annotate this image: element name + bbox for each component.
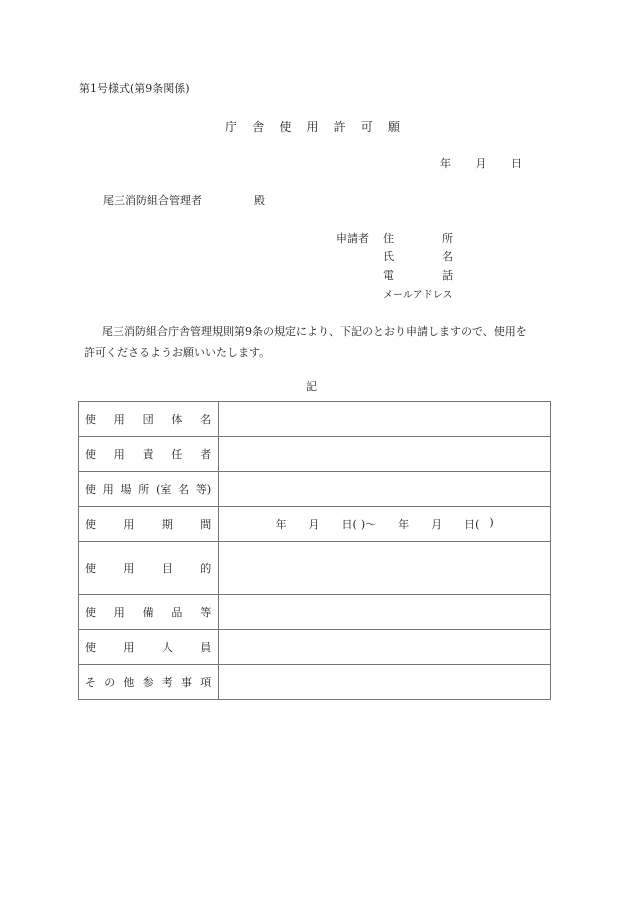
row-label: 使 用 期 間 — [79, 507, 219, 542]
equipment-field[interactable] — [219, 595, 551, 630]
organization-name-field[interactable] — [219, 402, 551, 437]
label-char: 氏 — [383, 250, 394, 263]
row-label: 使 用 目 的 — [79, 542, 219, 595]
table-row-organization — [79, 402, 551, 437]
table-row-responsible-person — [79, 437, 551, 472]
body-line-2: 許可くださるようお願いいたします。 — [84, 346, 271, 359]
headcount-field[interactable] — [219, 630, 551, 665]
table-row-purpose — [79, 542, 551, 595]
year-label: 年 — [440, 157, 451, 170]
title-char: 使 — [279, 120, 292, 134]
responsible-person-field[interactable] — [219, 437, 551, 472]
row-label: 使 用 団 体 名 — [79, 402, 219, 437]
label-char: 話 — [442, 269, 453, 282]
body-line-1: 尾三消防組合庁舎管理規則第9条の規定により、下記のとおり申請しますので、使用を — [102, 325, 527, 338]
label-char: 電 — [383, 269, 394, 282]
date-field — [440, 155, 522, 171]
title-char: 用 — [306, 120, 319, 134]
purpose-field[interactable] — [219, 542, 551, 595]
period-field[interactable]: 年 月 日( )〜 年 月 日( ) — [219, 507, 551, 542]
label-char: 住 — [383, 232, 394, 245]
table-row-location — [79, 472, 551, 507]
title-char: 可 — [360, 120, 373, 134]
day-label: 日 — [511, 157, 522, 170]
addressee: 尾三消防組合管理者 — [103, 194, 202, 207]
ki-heading: 記 — [306, 380, 317, 393]
title-char: 舎 — [252, 120, 265, 134]
row-label: 使 用 場 所 (室 名 等) — [79, 472, 219, 507]
applicant-address-label — [383, 230, 453, 246]
title-char: 許 — [333, 120, 346, 134]
row-label: そ の 他 参 考 事 項 — [79, 665, 219, 700]
row-label: 使 用 人 員 — [79, 630, 219, 665]
form-number: 第1号様式(第9条関係) — [79, 82, 190, 95]
month-label: 月 — [475, 157, 487, 170]
table-row-headcount — [79, 630, 551, 665]
table-row-period — [79, 507, 551, 542]
request-body-text — [84, 321, 554, 363]
label-char: 所 — [442, 232, 453, 245]
location-field[interactable] — [219, 472, 551, 507]
addressee-honorific: 殿 — [254, 194, 265, 207]
applicant-name-label — [383, 248, 453, 264]
row-label: 使 用 責 任 者 — [79, 437, 219, 472]
application-details-table — [78, 401, 551, 700]
applicant-phone-label — [383, 267, 453, 283]
row-label: 使 用 備 品 等 — [79, 595, 219, 630]
document-title — [225, 118, 400, 135]
title-char: 庁 — [225, 120, 238, 134]
other-notes-field[interactable] — [219, 665, 551, 700]
applicant-email-label: メールアドレス — [383, 290, 453, 301]
title-char: 願 — [387, 120, 400, 134]
applicant-label: 申請者 — [336, 232, 369, 245]
label-char: 名 — [442, 250, 453, 263]
table-row-other-notes — [79, 665, 551, 700]
table-row-equipment — [79, 595, 551, 630]
